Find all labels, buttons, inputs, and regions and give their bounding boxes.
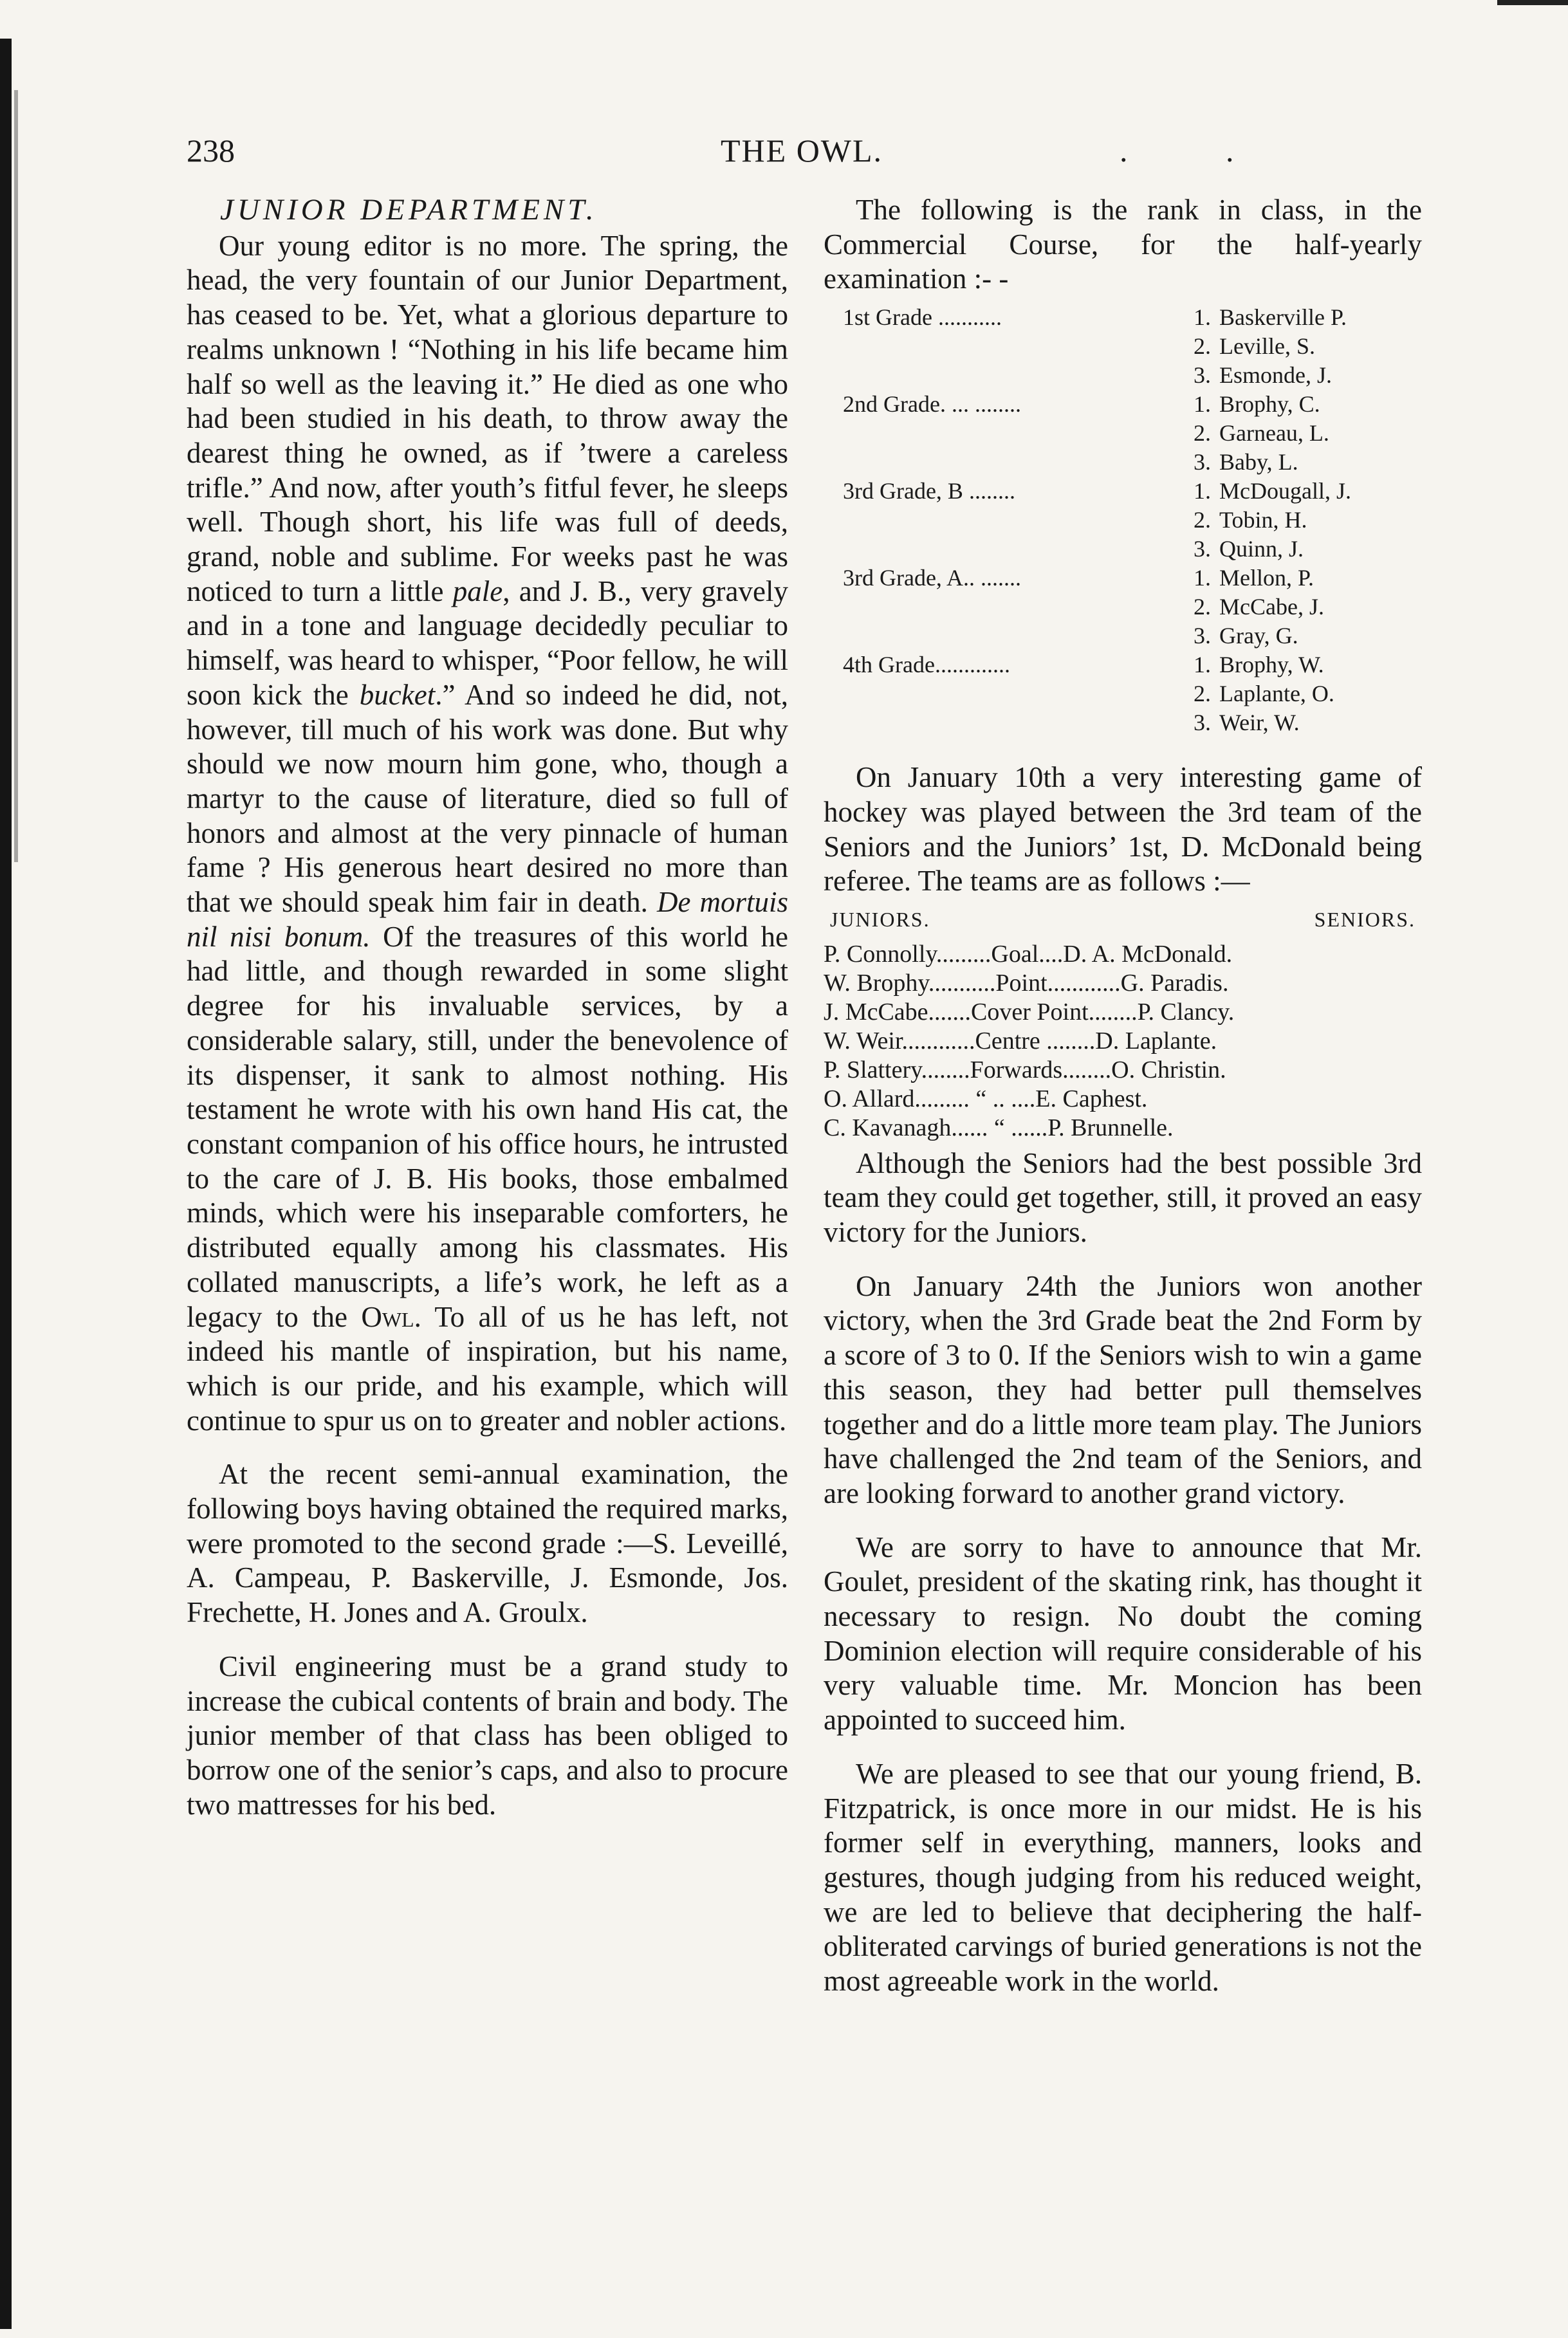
rank-number: 3. <box>1194 623 1211 649</box>
rank-number: 1. <box>1194 565 1211 591</box>
seniors-label: SENIORS. <box>1314 907 1416 931</box>
teams-lineup <box>824 940 1422 1143</box>
rank-student: McDougall, J. <box>1219 478 1351 504</box>
page-header <box>187 132 1422 177</box>
rank-student: Mellon, P. <box>1219 565 1314 591</box>
rank-grade: 2nd Grade. ... ........ <box>843 391 1021 418</box>
rank-grade: 1st Grade ........... <box>843 304 1002 331</box>
rank-row <box>824 303 1422 332</box>
rank-row <box>824 477 1422 506</box>
rank-row <box>824 708 1422 737</box>
paragraph-rank-intro: The following is the rank in class, in the Commercial Course, for the half-yearly examination :- - <box>824 194 1422 295</box>
rank-grade <box>824 679 1194 708</box>
rank-student: Tobin, H. <box>1219 507 1307 533</box>
rank-row <box>824 332 1422 361</box>
page-number: 238 <box>187 133 235 169</box>
paragraph-engineering: Civil engineering must be a grand study to increase the cubical contents of brain and body. The junior member of that class has been obliged to borrow one of the senior’s caps, and also to procure two mattresses for his bed. <box>187 1650 788 1821</box>
rank-grade <box>824 332 1194 361</box>
scan-top-mark <box>1497 0 1568 5</box>
paragraph-hockey: On January 10th a very interesting game of hockey was played between the 3rd team of the Seniors and the Juniors’ 1st, D. McDonald being referee. The teams are as follows :— <box>824 761 1422 897</box>
team-row: O. Allard......... “ .. ....E. Caphest. <box>824 1085 1148 1112</box>
team-row: W. Brophy...........Point............G. Paradis. <box>824 969 1229 997</box>
rank-number: 1. <box>1194 304 1211 331</box>
paragraph-goulet: We are sorry to have to announce that Mr. Goulet, president of the skating rink, has thought it necessary to resign. No doubt the coming Dominion election will require considerable of his very valuable time. Mr. Moncion has been appointed to succeed him. <box>824 1531 1422 1736</box>
rank-number: 2. <box>1194 420 1211 446</box>
rank-row <box>824 564 1422 593</box>
rank-row <box>824 593 1422 621</box>
header-dots: . . <box>1120 133 1279 169</box>
rank-student: Brophy, W. <box>1219 652 1324 678</box>
rank-number: 1. <box>1194 478 1211 504</box>
rank-student: Brophy, C. <box>1219 391 1320 418</box>
rank-number: 1. <box>1194 391 1211 418</box>
rank-row <box>824 650 1422 679</box>
rank-number: 2. <box>1194 507 1211 533</box>
rank-student: McCabe, J. <box>1219 594 1324 620</box>
rank-number: 2. <box>1194 681 1211 707</box>
right-column <box>824 193 1422 1999</box>
rank-row <box>824 535 1422 564</box>
rank-grade <box>824 361 1194 390</box>
rank-student: Garneau, L. <box>1219 420 1329 446</box>
left-column <box>187 193 788 1822</box>
rank-student: Weir, W. <box>1219 710 1300 736</box>
paragraph-promotions: At the recent semi-annual examination, the following boys having obtained the required marks, were promoted to the second grade :—S. Leveillé, A. Campeau, P. Baskerville, J. Esmonde, Jos. Frechette, H. Jones and A. Groulx. <box>187 1458 788 1629</box>
section-heading: JUNIOR DEPARTMENT. <box>220 193 598 226</box>
rank-grade <box>824 419 1194 448</box>
rank-row <box>824 390 1422 419</box>
rank-row <box>824 506 1422 535</box>
team-row: W. Weir............Centre ........D. Laplante. <box>824 1027 1217 1054</box>
rank-number: 3. <box>1194 449 1211 475</box>
rank-number: 3. <box>1194 536 1211 562</box>
rank-table <box>824 303 1422 737</box>
rank-number: 2. <box>1194 594 1211 620</box>
running-title: THE OWL. <box>721 133 883 169</box>
rank-row <box>824 621 1422 650</box>
paragraph-fitzpatrick: We are pleased to see that our young friend, B. Fitzpatrick, is once more in our midst. He is his former self in everything, manners, looks and gestures, though judging from his reduced weight, we are led to believe that deciphering the half-obliterated carvings of buried generations is not the most agreeable work in the world. <box>824 1757 1422 1998</box>
rank-grade <box>824 535 1194 564</box>
rank-student: Baskerville P. <box>1219 304 1347 331</box>
scan-edge-shadow <box>14 90 18 862</box>
rank-grade <box>824 621 1194 650</box>
rank-number: 1. <box>1194 652 1211 678</box>
rank-student: Esmonde, J. <box>1219 362 1332 389</box>
team-row: C. Kavanagh...... “ ......P. Brunnelle. <box>824 1114 1174 1141</box>
scan-edge-bar <box>0 39 12 2329</box>
rank-grade <box>824 708 1194 737</box>
paragraph-editor: Our young editor is no more. The spring, the head, the very fountain of our Junior Department, has ceased to be. Yet, what a glorious departure to realms unknown ! “Nothing in his life became him half so well as the leaving it.” He died as one who had been studied in his death, to throw away the dearest thing he owned, as if ’twere a careless trifle.” And now, after youth’s fitful fever, he sleeps well. Though short, his life was full of deeds, grand, noble and sublime. For weeks past he was noticed to turn a little pale, and J. B., very gravely and in a tone and language decidedly peculiar to himself, was heard to whisper, “Poor fellow, he will soon kick the bucket.” And so indeed he did, not, however, till much of his work was done. But why should we now mourn him gone, who, though a martyr to the cause of literature, died so full of honors and almost at the very pinnacle of human fame ? His generous heart desired no more than that we should speak him fair in death. De mortuis nil nisi bonum. Of the treasures of this world he had little, and though rewarded in some slight degree for his invaluable services, by a considerable salary, still, under the benevolence of its dispenser, it sank to almost nothing. His testament he wrote with his own hand His cat, the constant companion of his office hours, he intrusted to the care of J. B. His books, those embalmed minds, which were his inseparable comforters, he distributed equally among his classmates. His collated manuscripts, a life’s work, he left as a legacy to the Owl. To all of us he has left, not indeed his mantle of inspiration, but his name, which is our pride, and his example, which will continue to spur us on to greater and nobler actions. <box>187 229 789 1437</box>
rank-student: Laplante, O. <box>1219 681 1334 707</box>
rank-number: 3. <box>1194 710 1211 736</box>
paragraph-victory: Although the Seniors had the best possible 3rd team they could get together, still, it proved an easy victory for the Juniors. <box>824 1146 1422 1249</box>
rank-grade: 4th Grade............. <box>843 652 1010 678</box>
rank-row <box>824 679 1422 708</box>
rank-student: Gray, G. <box>1219 623 1298 649</box>
team-row: J. McCabe.......Cover Point........P. Clancy. <box>824 998 1235 1026</box>
rank-row <box>824 419 1422 448</box>
rank-grade <box>824 506 1194 535</box>
rank-grade <box>824 593 1194 621</box>
rank-number: 2. <box>1194 333 1211 360</box>
paragraph-jan24: On January 24th the Juniors won another victory, when the 3rd Grade beat the 2nd Form by a score of 3 to 0. If the Seniors wish to win a game this season, they had better pull themselves together and do a little more team play. The Juniors have challenged the 2nd team of the Seniors, and are looking forward to another grand victory. <box>824 1269 1422 1509</box>
rank-grade: 3rd Grade, B ........ <box>843 478 1015 504</box>
rank-student: Quinn, J. <box>1219 536 1304 562</box>
rank-grade <box>824 448 1194 477</box>
rank-grade: 3rd Grade, A.. ....... <box>843 565 1021 591</box>
team-row: P. Connolly.........Goal....D. A. McDonald. <box>824 940 1233 968</box>
rank-number: 3. <box>1194 362 1211 389</box>
rank-student: Leville, S. <box>1219 333 1315 360</box>
juniors-label: JUNIORS. <box>830 907 930 931</box>
rank-row <box>824 361 1422 390</box>
rank-student: Baby, L. <box>1219 449 1298 475</box>
team-row: P. Slattery........Forwards........O. Christin. <box>824 1056 1226 1083</box>
teams-header <box>830 903 1416 937</box>
rank-row <box>824 448 1422 477</box>
